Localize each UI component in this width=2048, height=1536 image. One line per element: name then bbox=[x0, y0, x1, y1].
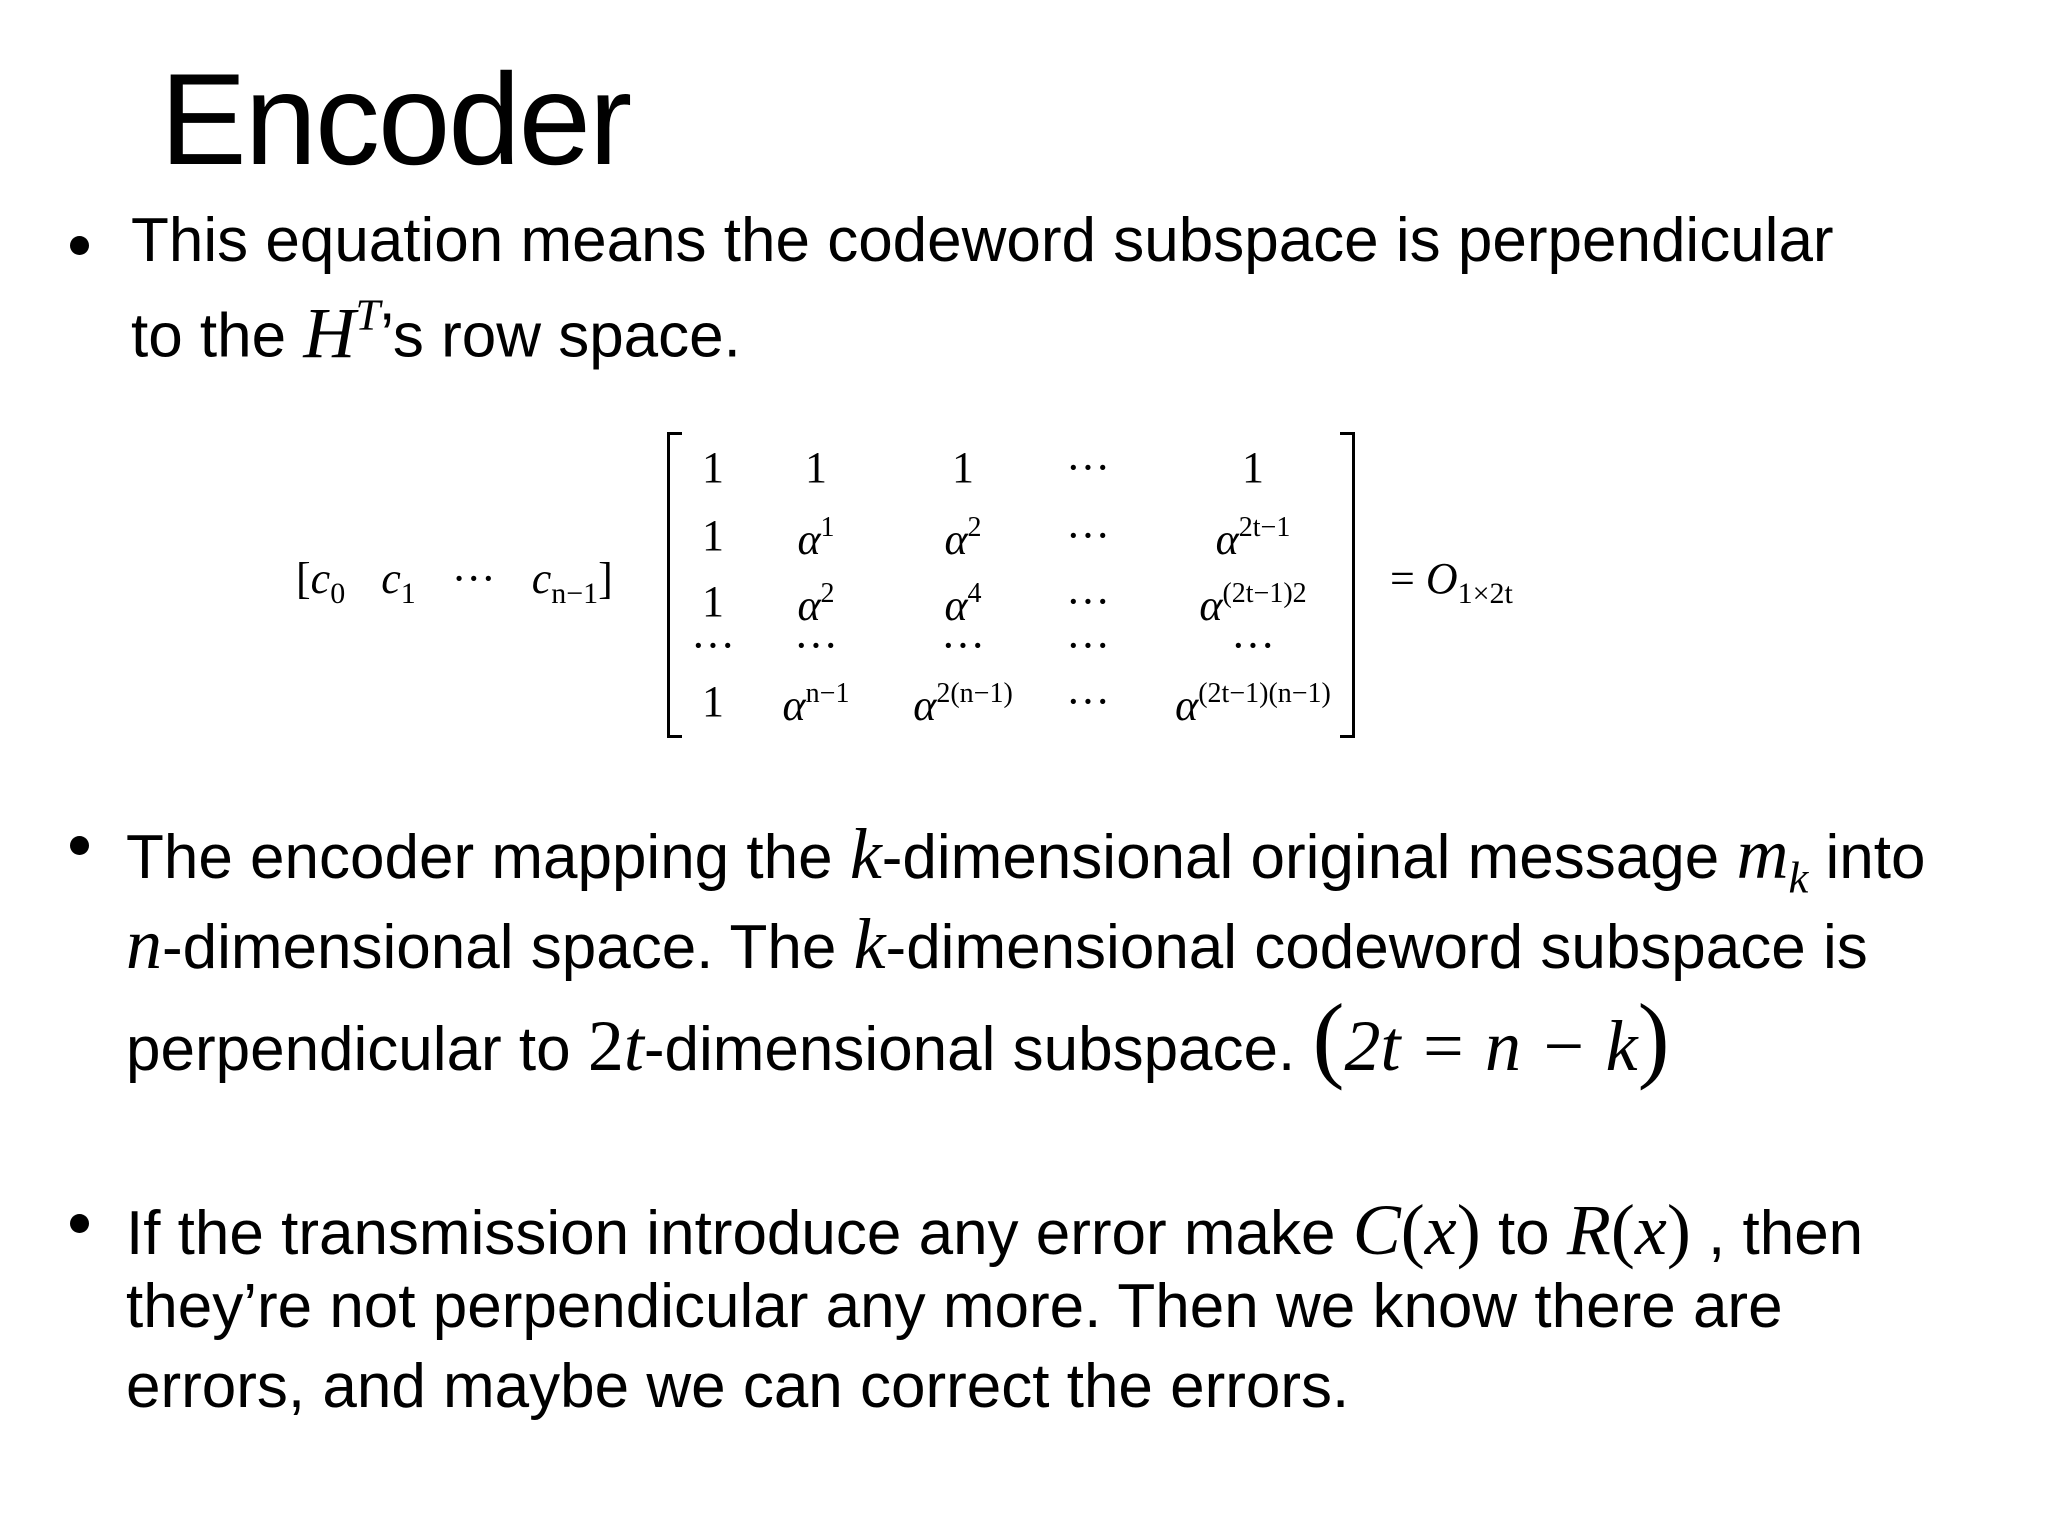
matrix-cell-r2-c1: 1 bbox=[702, 511, 724, 560]
bullet-dot bbox=[70, 236, 89, 255]
matrix-cell-r2-c2: $\alpha^1$ bbox=[797, 512, 835, 564]
matrix-left-bracket bbox=[667, 432, 682, 738]
math-H-letter: H bbox=[303, 292, 356, 373]
math-m-sub: k bbox=[1788, 852, 1809, 903]
text: The encoder mapping the bbox=[126, 823, 850, 892]
bullet-dot bbox=[70, 1214, 89, 1233]
text: -dimensional original message bbox=[881, 823, 1737, 892]
matrix-cell-r5-c4: ··· bbox=[1066, 677, 1110, 726]
math-R: R bbox=[1566, 1190, 1611, 1270]
cdots: ··· bbox=[451, 554, 496, 603]
matrix-cell-r4-c3: ··· bbox=[941, 621, 985, 670]
bullet-2-line-1 bbox=[126, 814, 1926, 903]
cn-sub: n−1 bbox=[551, 577, 599, 610]
matrix-equation bbox=[0, 420, 2048, 740]
math-H bbox=[303, 289, 381, 373]
matrix-cell-r1-c1: 1 bbox=[702, 443, 724, 492]
text: , then bbox=[1690, 1199, 1864, 1268]
matrix-cell-r3-c4: ··· bbox=[1066, 577, 1110, 626]
zero-matrix: O bbox=[1425, 554, 1458, 603]
text: -dimensional space. The bbox=[162, 913, 854, 982]
math-k: k bbox=[849, 814, 882, 894]
math-2: 2 bbox=[587, 1006, 624, 1086]
math-t: t bbox=[623, 1006, 644, 1086]
text: -dimensional codeword subspace is bbox=[885, 913, 1868, 982]
bullet-3-line-2: they’re not perpendicular any more. Then we know there are bbox=[126, 1272, 1783, 1341]
text: -dimensional subspace. bbox=[643, 1015, 1313, 1084]
matrix-cell-r4-c5: ··· bbox=[1231, 621, 1275, 670]
math-paren-x: (x) bbox=[1400, 1190, 1481, 1270]
matrix-cell-r2-c4: ··· bbox=[1066, 511, 1110, 560]
matrix-cell-r3-c1: 1 bbox=[702, 577, 724, 626]
text: ’s row space. bbox=[380, 301, 741, 371]
paren-close: ) bbox=[1637, 984, 1670, 1091]
math-mk bbox=[1736, 814, 1809, 903]
text: perpendicular to bbox=[126, 1015, 588, 1084]
matrix-cell-r1-c5: 1 bbox=[1242, 443, 1264, 492]
cn: c bbox=[531, 554, 552, 603]
text: to bbox=[1480, 1199, 1567, 1268]
matrix-cell-r1-c4: ··· bbox=[1066, 443, 1110, 492]
c1-sub: 1 bbox=[400, 577, 416, 610]
bullet-3-line-3: errors, and maybe we can correct the errors. bbox=[126, 1352, 1350, 1421]
math-C: C bbox=[1352, 1190, 1401, 1270]
bullet-2-line-2 bbox=[126, 904, 1868, 984]
matrix-cell-r2-c3: $\alpha^2$ bbox=[944, 512, 982, 564]
math-paren-x: (x) bbox=[1610, 1190, 1691, 1270]
matrix-cell-r5-c5: $\alpha^{(2t-1)(n-1)}$ bbox=[1175, 678, 1331, 730]
matrix-cell-r5-c1: 1 bbox=[702, 677, 724, 726]
matrix-cell-r1-c2: 1 bbox=[805, 443, 827, 492]
matrix-cell-r4-c1: ··· bbox=[691, 621, 735, 670]
matrix-cell-r3-c5: $\alpha^{(2t-1)2}$ bbox=[1199, 578, 1307, 630]
math-k: k bbox=[853, 904, 886, 984]
c0: c bbox=[310, 554, 331, 603]
text: to the bbox=[131, 301, 304, 371]
bullet-3-line-1 bbox=[126, 1190, 1864, 1270]
bullet-1-line-2 bbox=[131, 289, 741, 373]
paren-open: ( bbox=[1312, 984, 1345, 1091]
matrix-right-bracket bbox=[1340, 432, 1355, 738]
matrix-cell-r5-c2: $\alpha^{n-1}$ bbox=[782, 678, 850, 730]
math-relation: 2t = n − k bbox=[1344, 1006, 1638, 1086]
slide-title: Encoder bbox=[160, 46, 631, 192]
bullet-1-line-1: This equation means the codeword subspace is perpendicular bbox=[131, 206, 1834, 275]
codeword-vector: [$c_0$ $c_1$ ··· $c_{n-1}$] bbox=[296, 554, 613, 610]
matrix-cell-r5-c3: $\alpha^{2(n-1)}$ bbox=[913, 678, 1013, 730]
math-H-transpose: T bbox=[355, 289, 381, 339]
math-m: m bbox=[1736, 814, 1789, 894]
bullet-dot bbox=[70, 836, 89, 855]
matrix-cell-r1-c3: 1 bbox=[952, 443, 974, 492]
matrix-cell-r3-c3: $\alpha^4$ bbox=[944, 578, 982, 630]
c0-sub: 0 bbox=[330, 577, 346, 610]
bullet-2-line-3 bbox=[126, 984, 1670, 1091]
zero-matrix-dims: 1×2t bbox=[1457, 577, 1513, 610]
matrix-cell-r2-c5: $\alpha^{2t-1}$ bbox=[1215, 512, 1291, 564]
math-n: n bbox=[126, 904, 162, 984]
equation-rhs bbox=[1390, 553, 1513, 611]
matrix-cell-r4-c4: ··· bbox=[1066, 621, 1110, 670]
matrix-cell-r4-c2: ··· bbox=[794, 621, 838, 670]
c1: c bbox=[381, 554, 401, 603]
matrix-cell-r3-c2: $\alpha^2$ bbox=[797, 578, 835, 630]
text: into bbox=[1808, 823, 1926, 892]
equals-sign: = bbox=[1390, 554, 1426, 603]
text: If the transmission introduce any error make bbox=[126, 1199, 1353, 1268]
